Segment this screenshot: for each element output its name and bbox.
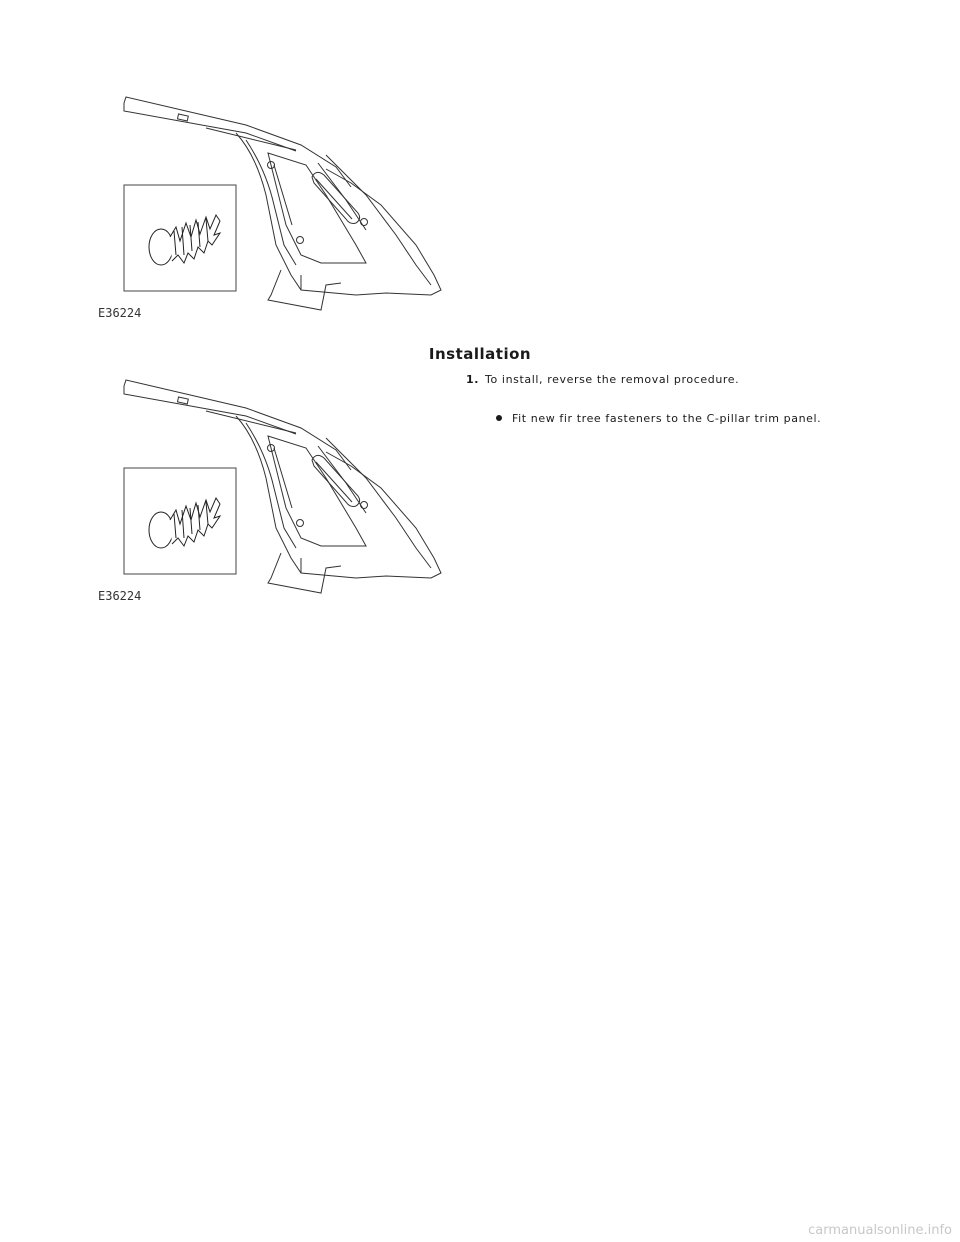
- c-pillar-drawing: [96, 95, 456, 325]
- bullet-icon: [496, 415, 502, 421]
- c-pillar-trim-illustration-1: [96, 95, 456, 325]
- c-pillar-drawing: [96, 378, 456, 608]
- c-pillar-trim-illustration-2: [96, 378, 456, 608]
- step-number: 1.: [466, 373, 480, 386]
- step-1: [466, 373, 739, 386]
- figure-code: E36224: [98, 589, 142, 603]
- bullet-item: [496, 412, 821, 425]
- figure-code: E36224: [98, 306, 142, 320]
- bullet-text: Fit new fir tree fasteners to the C-pillar trim panel.: [512, 412, 822, 425]
- section-title-installation: Installation: [428, 345, 532, 363]
- watermark: carmanualsonline.info: [808, 1223, 952, 1238]
- step-text: To install, reverse the removal procedure.: [485, 373, 740, 386]
